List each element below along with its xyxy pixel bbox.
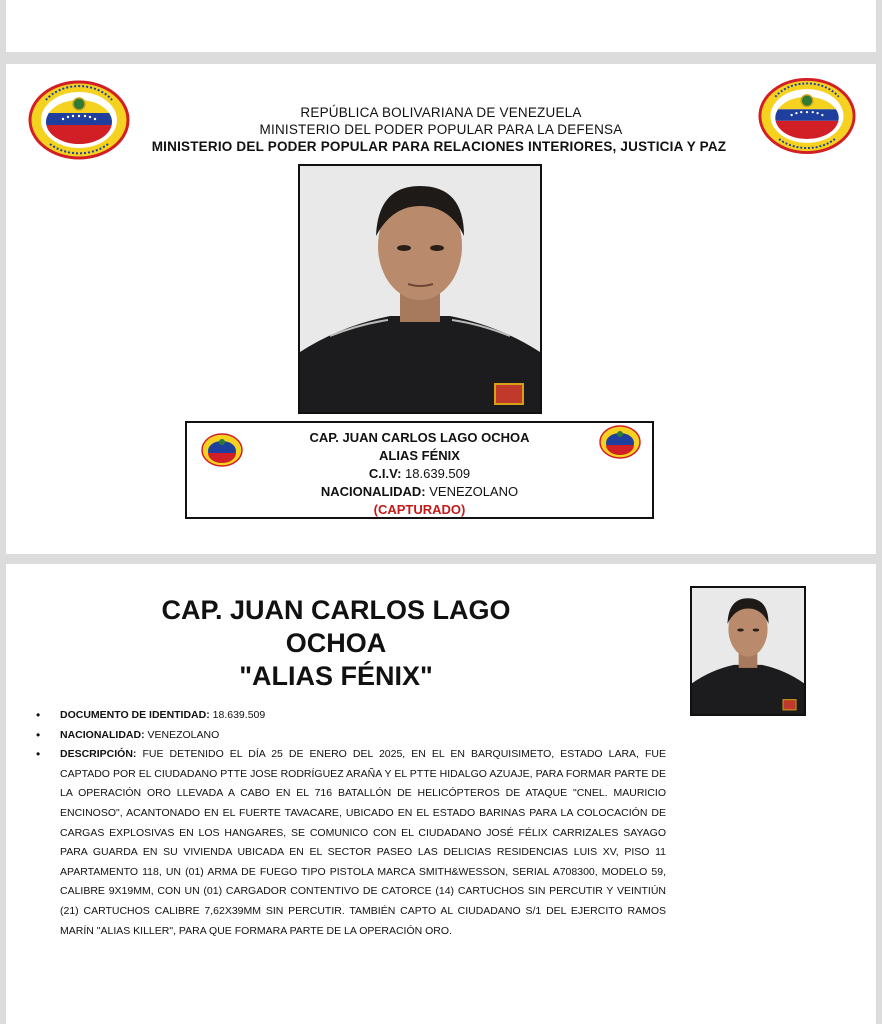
mugshot-thumbnail (690, 586, 806, 716)
id-name: CAP. JUAN CARLOS LAGO OCHOA (309, 430, 530, 445)
title-line-1: CAP. JUAN CARLOS LAGO (161, 595, 511, 625)
bullet-icon: • (36, 727, 41, 742)
detail-page (6, 564, 876, 1024)
id-nationality (187, 483, 652, 501)
id-civ-label: C.I.V: (368, 466, 402, 481)
id-civ (187, 465, 652, 483)
title-line-2: OCHOA (285, 628, 387, 658)
previous-page-edge (6, 0, 876, 52)
fact-value: VENEZOLANO (147, 728, 220, 741)
fact-value: 18.639.509 (212, 709, 266, 721)
fact-label: DESCRIPCIÓN: (60, 748, 137, 761)
header-line-defense-ministry: MINISTERIO DEL PODER POPULAR PARA LA DEFENSA (259, 122, 623, 137)
header-line-interior-ministry: MINISTERIO DEL PODER POPULAR PARA RELACIONES INTERIORES, JUSTICIA Y PAZ (151, 139, 727, 154)
mugshot-photo (298, 164, 542, 414)
capture-status: (CAPTURADO) (373, 502, 466, 517)
bullet-icon: • (36, 747, 41, 762)
poster-page (6, 64, 876, 554)
fact-value: FUE DETENIDO EL DÍA 25 DE ENERO DEL 2025, EN EL EN BARQUISIMETO, ESTADO LARA, FUE CAPTADO POR EL CIUDADANO PTTE JOSE RODRÍGUEZ ARAÑA Y EL PTTE HIDALGO AZUAJE, PARA FORMAR PARTE DE LA OPERACIÓN ORO LLEVADA A CABO EN EL 716 BATALLÓN DE HELICÓPTEROS DE ATAQUE "CNEL. MAURICIO ENCINOSO", ACANTONADO EN EL FUERTE TAVACARE, UBICADO EN EL ESTADO BARINAS PARA LA COLOCACIÓN DE CARGAS EXPLOSIVAS EN LOS HANGARES, SE COMUNICO CON EL CIUDADANO JOSÉ FÉLIX CARRIZALES SAYAGO PARA GUARDA EN SU VIVIENDA UBICADA EN EL SECTOR PASEO LAS DELICIAS RESIDENCIAS LUIS XV, PISO 11 APARTAMENTO 118, UN (01) ARMA DE FUEGO TIPO PISTOLA MARCA SMITH&WESSON, SERIAL A708300, MODELO 59, CALIBRE 9X19MM, CON UN (01) CARGADOR CONTENTIVO DE CATORCE (14) CARTUCHOS SIN PERCUTIR Y VEINTIÚN (21) CARTUCHOS CALIBRE 7,62X39MM SIN PERCUTIR. TAMBIÉN CAPTO AL CIUDADANO S/1 DEL EJERCITO RAMOS MARÍN "ALIAS KILLER", PARA QUE FORMARA PARTE DE LA OPERACIÓN ORO. (60, 748, 666, 937)
identity-card (185, 421, 654, 519)
id-alias: ALIAS FÉNIX (379, 448, 460, 463)
document-header (6, 104, 876, 155)
bullet-icon: • (36, 708, 41, 722)
list-item (36, 726, 666, 746)
header-line-republic: REPÚBLICA BOLIVARIANA DE VENEZUELA (300, 105, 582, 120)
flag-seal-icon (201, 433, 243, 472)
fact-label: DOCUMENTO DE IDENTIDAD: (60, 709, 210, 721)
list-item (36, 745, 666, 941)
id-nationality-value: VENEZOLANO (429, 484, 519, 499)
id-civ-value: 18.639.509 (405, 466, 471, 481)
page-title (116, 594, 556, 693)
facts-list (36, 706, 666, 941)
fact-label: NACIONALIDAD: (60, 728, 145, 741)
id-nationality-label: NACIONALIDAD: (320, 484, 426, 499)
flag-seal-icon (599, 425, 641, 464)
list-item (36, 706, 666, 726)
title-line-3: "ALIAS FÉNIX" (239, 661, 433, 691)
